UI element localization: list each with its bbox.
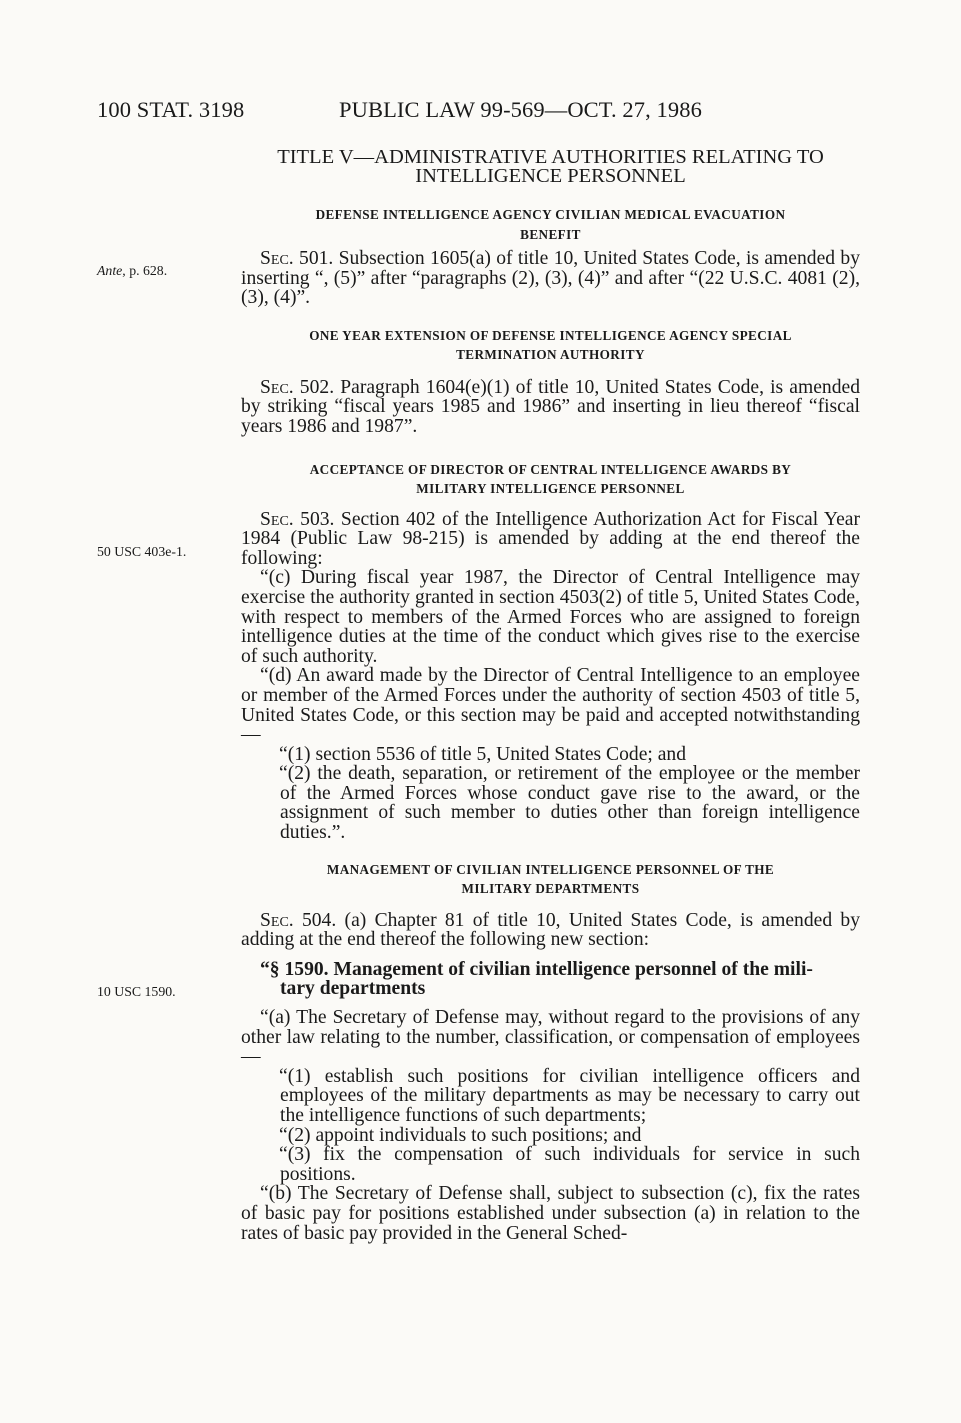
- law-reference: PUBLIC LAW 99-569—OCT. 27, 1986: [339, 97, 702, 122]
- title-line-1: TITLE V—ADMINISTRATIVE AUTHORITIES RELATING TO: [277, 146, 824, 168]
- main-text-column: [241, 142, 860, 1243]
- sec503-heading-line-1: ACCEPTANCE OF DIRECTOR OF CENTRAL INTELLIGENCE AWARDS BY: [309, 461, 792, 477]
- ante-page: , p. 628.: [122, 263, 168, 278]
- margin-note-10-usc: 10 USC 1590.: [97, 984, 176, 999]
- sec503-text: Section 402 of the Intelligence Authorization Act for Fiscal Year 1984 (Public Law 98-215) is amended by adding at the end thereof the following:: [241, 508, 861, 569]
- sec502-paragraph: [241, 378, 860, 437]
- sec501-heading-line-2: BENEFIT: [520, 226, 581, 242]
- sec503-item-1: “(1) section 5536 of title 5, United States Code; and: [279, 743, 687, 765]
- title-heading: [241, 148, 860, 186]
- sec503-subsection-d: “(d) An award made by the Director of Central Intelligence to an employee or member of the Armed Forces under the authority of section 4503 of title 5, United States Code, or this section may be paid and accepted notwithstanding—: [241, 665, 860, 746]
- sec504-item-3: “(3) fix the compensation of such individuals for service in such positions.: [279, 1144, 860, 1185]
- sec503-item-2: “(2) the death, separation, or retirement of the employee or the member of the Armed Forces whose conduct gave rise to the award, or the assignment of such member to duties other than foreign intelligence duties.”.: [279, 763, 860, 844]
- margin-note-50-usc: 50 USC 403e-1.: [97, 544, 187, 559]
- sec504-heading: [241, 860, 860, 899]
- sec504-heading-line-2: MILITARY DEPARTMENTS: [461, 881, 640, 897]
- sec502-heading: [241, 326, 860, 365]
- title-line-2: INTELLIGENCE PERSONNEL: [415, 165, 686, 187]
- sec503-heading-line-2: MILITARY INTELLIGENCE PERSONNEL: [416, 481, 685, 497]
- margin-note-ante: [97, 263, 167, 279]
- sec503-label: Sec. 503.: [260, 508, 335, 530]
- sec502-text: Paragraph 1604(e)(1) of title 10, United States Code, is amended by striking “fiscal years 1985 and 1986” and inserting in lieu thereof “fiscal years 1986 and 1987”.: [241, 376, 860, 437]
- sec501-paragraph: [241, 249, 860, 308]
- section-1590-heading-line-2: tary departments: [280, 978, 426, 1000]
- sec504-heading-line-1: MANAGEMENT OF CIVILIAN INTELLIGENCE PERSONNEL OF THE: [326, 861, 775, 877]
- sec502-heading-line-2: TERMINATION AUTHORITY: [456, 347, 645, 363]
- sec504-subsection-a: “(a) The Secretary of Defense may, without regard to the provisions of any other law relating to the number, classification, or compensation of employees—: [241, 1007, 860, 1068]
- sec503-heading: [241, 460, 860, 499]
- sec504-item-2: “(2) appoint individuals to such positions; and: [279, 1124, 642, 1146]
- sec504-text: (a) Chapter 81 of title 10, United States Code, is amended by adding at the end thereof the following new section:: [241, 909, 861, 951]
- sec501-text: Subsection 1605(a) of title 10, United States Code, is amended by inserting “, (5)” after “paragraphs (2), (3), (4)” and after “(22 U.S.C. 4081 (2), (3), (4)”.: [241, 248, 860, 309]
- sec503-subsection-c: “(c) During fiscal year 1987, the Director of Central Intelligence may exercise the authority granted in section 4503(2) of title 5, United States Code, with respect to members of the Armed Forces who are assigned to foreign intelligence duties at the time of the conduct which gives rise to the exercise of such authority.: [241, 567, 860, 667]
- section-1590-heading-line-1: “§ 1590. Management of civilian intelligence personnel of the mili-: [260, 958, 813, 980]
- sec504-subsection-b: “(b) The Secretary of Defense shall, subject to subsection (c), fix the rates of basic pay for positions established under subsection (a) in relation to the rates of basic pay provided in the General Sched-: [241, 1183, 860, 1244]
- section-1590-heading: [241, 960, 860, 999]
- page-reference: 100 STAT. 3198: [97, 97, 245, 122]
- sec504-paragraph: [241, 911, 860, 950]
- sec504-item-1: “(1) establish such positions for civilian intelligence officers and employees of the military departments as may be necessary to carry out the intelligence functions of such departments;: [279, 1065, 860, 1126]
- ante-label: Ante: [97, 263, 123, 278]
- sec501-heading: [241, 205, 860, 244]
- sec504-label: Sec. 504.: [260, 909, 337, 931]
- sec502-label: Sec. 502.: [260, 376, 335, 398]
- sec503-paragraph: [241, 510, 860, 569]
- sec502-heading-line-1: ONE YEAR EXTENSION OF DEFENSE INTELLIGENCE AGENCY SPECIAL: [309, 327, 792, 343]
- sec501-label: Sec. 501.: [260, 248, 334, 269]
- sec501-heading-line-1: DEFENSE INTELLIGENCE AGENCY CIVILIAN MEDICAL EVACUATION: [315, 207, 786, 222]
